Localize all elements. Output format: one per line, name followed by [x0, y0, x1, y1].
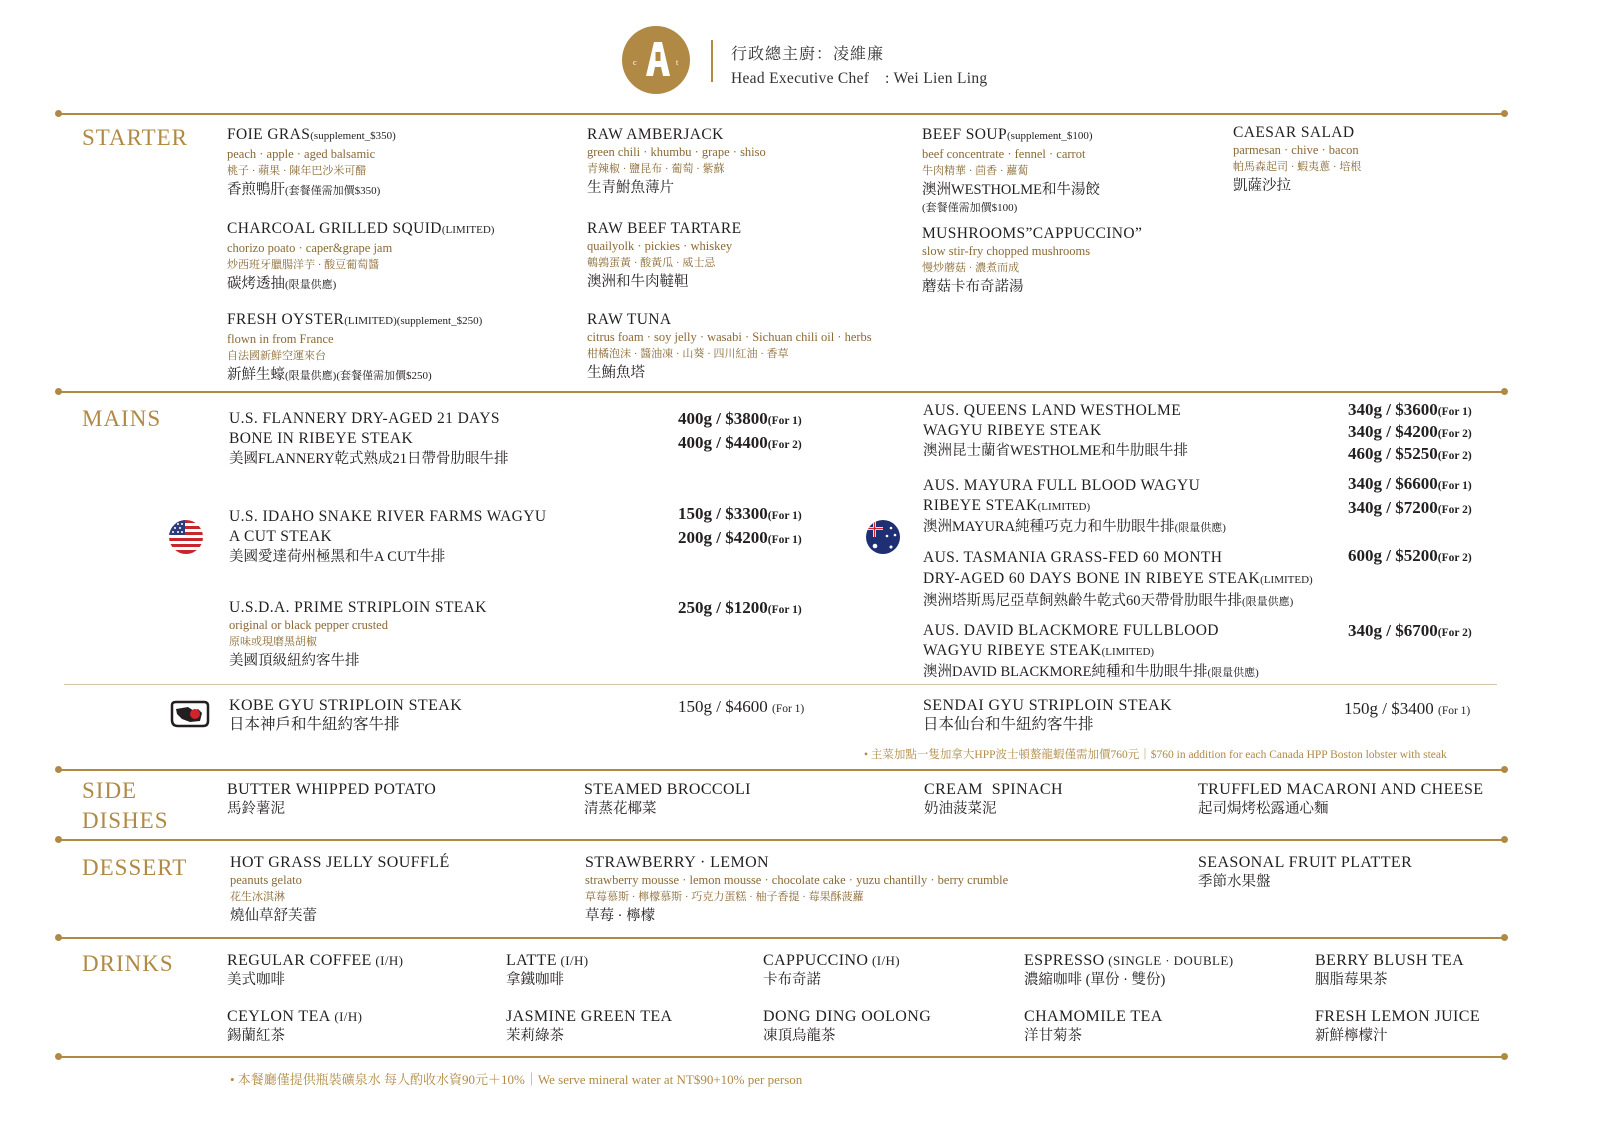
- item-desc: chorizo poato · caper&grape jam: [227, 241, 393, 255]
- divider-top: [58, 113, 1505, 115]
- main-usda-striploin: [229, 598, 487, 671]
- japan-wagyu-icon: [168, 699, 212, 729]
- item-desc-zh: 原味或現磨黑胡椒: [229, 636, 317, 648]
- item-tag: (LIMITED): [1101, 646, 1155, 658]
- item-tag: (SINGLE · DOUBLE): [1104, 953, 1234, 968]
- svg-text:u: u: [655, 67, 659, 76]
- item-tag-zh: (限量供應)(套餐僅需加價$250): [285, 370, 432, 382]
- drink-item: [506, 1007, 673, 1046]
- item-name-zh: 美國愛達荷州極黑和牛A CUT牛排: [229, 549, 446, 565]
- item-name-zh: 濃縮咖啡 (單份 · 雙份): [1024, 972, 1166, 988]
- item-name-zh: 生青鮒魚薄片: [587, 180, 674, 196]
- item-tag-zh: (套餐僅需加價$350): [285, 185, 381, 197]
- side-dish: [1198, 780, 1483, 819]
- item-name-zh: 卡布奇諾: [763, 972, 821, 988]
- item-name-line1: U.S. IDAHO SNAKE RIVER FARMS WAGYU: [229, 508, 547, 525]
- item-name-zh: 洋甘菊茶: [1024, 1028, 1082, 1044]
- price-value: 340g / $6700: [1348, 621, 1438, 640]
- price-portion: (For 1): [771, 703, 805, 715]
- price-value: 400g / $4400: [678, 433, 768, 452]
- item-tag: (LIMITED): [1260, 574, 1313, 586]
- item-name-line1: AUS. MAYURA FULL BLOOD WAGYU: [923, 477, 1201, 494]
- drink-item: [506, 951, 589, 990]
- main-queens-land-westholme: [923, 401, 1188, 461]
- item-name-line2: RIBEYE STEAK: [923, 497, 1038, 514]
- main-sendai-striploin: [923, 696, 1172, 735]
- item-name-zh: 凍頂烏龍茶: [763, 1028, 836, 1044]
- item-name: STEAMED BROCCOLI: [584, 781, 751, 798]
- dessert-strawberry-lemon: [585, 853, 1008, 926]
- drink-item: [763, 1007, 931, 1046]
- section-title-dessert: DESSERT: [82, 855, 188, 880]
- item-name-zh: 碳烤透抽: [227, 276, 285, 292]
- item-name-zh: 澳洲DAVID BLACKMORE純種和牛肋眼牛排: [923, 664, 1208, 680]
- item-desc-zh: 青辣椒 · 鹽昆布 · 葡萄 · 紫蘇: [587, 163, 725, 175]
- price-value: 250g / $1200: [678, 598, 768, 617]
- item-desc-zh: 牛肉精華 · 茴香 · 蘿蔔: [922, 165, 1029, 177]
- item-name: STRAWBERRY · LEMON: [585, 854, 769, 871]
- starter-caesar-salad: [1233, 123, 1361, 196]
- item-tag-zh: (限量供應): [1174, 522, 1226, 534]
- item-name-zh: 香煎鴨肝: [227, 182, 285, 198]
- lobster-note: • 主菜加點一隻加拿大HPP波士頓螯龍蝦僅需加價760元｜$760 in addition for each Canada HPP Boston lobster with steak: [864, 749, 1447, 761]
- item-name-zh: 日本神戶和牛紐約客牛排: [229, 716, 400, 733]
- drink-item: [227, 951, 403, 990]
- item-desc-zh: 草莓慕斯 · 檸檬慕斯 · 巧克力蛋糕 · 柚子香提 · 莓果酥菠蘿: [585, 891, 864, 903]
- main-tasmania-ribeye: [923, 547, 1313, 612]
- main-idaho-wagyu: [229, 507, 546, 567]
- main-mayura-wagyu: [923, 476, 1226, 538]
- main-flannery-prices: [678, 408, 802, 456]
- divider-after-mains: [58, 769, 1505, 771]
- starter-squid: [227, 219, 494, 295]
- price-value: 340g / $4200: [1348, 422, 1438, 441]
- price-portion: (For 1): [767, 534, 802, 546]
- item-name-zh: 蘑菇卡布奇諾湯: [922, 279, 1024, 295]
- item-name: MUSHROOMS”CAPPUCCINO”: [922, 225, 1143, 242]
- dessert-fruit-platter: [1198, 853, 1412, 892]
- item-desc-zh: 帕馬森起司 · 蝦夷蔥 · 培根: [1233, 161, 1362, 173]
- price-value: 200g / $4200: [678, 528, 768, 547]
- divider-after-dessert: [58, 937, 1505, 939]
- item-desc: original or black pepper crusted: [229, 618, 388, 632]
- item-name-line1: AUS. TASMANIA GRASS-FED 60 MONTH: [923, 549, 1223, 566]
- item-tag-zh: (限量供應): [1242, 596, 1294, 608]
- price-portion: (For 1): [767, 604, 802, 616]
- item-name-zh: 草莓 · 檸檬: [585, 908, 656, 924]
- item-name-line1: AUS. DAVID BLACKMORE FULLBLOOD: [923, 622, 1219, 639]
- price-value: 340g / $7200: [1348, 498, 1438, 517]
- side-dish: [924, 780, 1063, 819]
- item-tag: (LIMITED)(supplement_$250): [344, 315, 483, 327]
- item-name: CEYLON TEA: [227, 1008, 331, 1025]
- item-desc-zh: 鵪鶉蛋黃 · 酸黃瓜 · 威士忌: [587, 257, 716, 269]
- item-name-zh: 澳洲和牛肉韃靼: [587, 274, 689, 290]
- item-name: ESPRESSO: [1024, 952, 1105, 969]
- item-name-zh: 澳洲MAYURA純種巧克力和牛肋眼牛排: [923, 519, 1175, 535]
- main-queens-prices: [1348, 400, 1472, 466]
- restaurant-logo: [622, 26, 690, 94]
- item-tag: (LIMITED): [1037, 501, 1091, 513]
- price-portion: (For 2): [1437, 504, 1472, 516]
- svg-text:t: t: [676, 58, 679, 67]
- main-flannery-ribeye: [229, 409, 509, 469]
- svg-text:c: c: [633, 58, 637, 67]
- price-portion: (For 2): [1437, 428, 1472, 440]
- price-value: 150g / $3400: [1344, 699, 1434, 718]
- starter-raw-tuna: [587, 310, 872, 383]
- divider-after-sides: [58, 839, 1505, 841]
- drink-item: [763, 951, 900, 990]
- item-name-zh: 新鮮生蠔: [227, 367, 285, 383]
- price-portion: (For 1): [1437, 480, 1472, 492]
- item-tag: (supplement_$100): [1007, 130, 1093, 142]
- starter-amberjack: [587, 125, 766, 198]
- item-desc-zh: 柑橘泡沫 · 醬油凍 · 山葵 · 四川紅油 · 香草: [587, 348, 789, 360]
- drink-item: [1315, 951, 1464, 990]
- item-name-line1: AUS. QUEENS LAND WESTHOLME: [923, 402, 1182, 419]
- item-name-zh: 馬鈴薯泥: [227, 801, 285, 817]
- item-name-zh: 新鮮檸檬汁: [1315, 1028, 1388, 1044]
- water-charge-note: • 本餐廳僅提供瓶裝礦泉水 每人酌收水資90元＋10%｜We serve mineral water at NT$90+10% per person: [230, 1072, 803, 1087]
- item-name: CAPPUCCINO: [763, 952, 869, 969]
- item-name: BUTTER WHIPPED POTATO: [227, 781, 437, 798]
- item-tag: (LIMITED): [441, 224, 495, 236]
- item-tag-zh: (限量供應): [1207, 667, 1259, 679]
- section-title-dishes: DISHES: [82, 808, 169, 833]
- item-name-zh: 日本仙台和牛紐約客牛排: [923, 716, 1094, 733]
- item-name: FRESH LEMON JUICE: [1315, 1008, 1481, 1025]
- item-name-zh: 清蒸花椰菜: [584, 801, 657, 817]
- main-tasmania-prices: [1348, 545, 1472, 569]
- chef-name-zh: 行政總主廚：凌維廉: [731, 46, 885, 63]
- item-name: DONG DING OOLONG: [763, 1008, 932, 1025]
- item-name-line2: WAGYU RIBEYE STEAK: [923, 642, 1102, 659]
- item-name-zh: 錫蘭紅茶: [227, 1028, 285, 1044]
- australia-flag-icon: [866, 520, 900, 554]
- item-name: CHARCOAL GRILLED SQUID: [227, 220, 442, 237]
- item-name-zh: 澳洲昆士蘭省WESTHOLME和牛肋眼牛排: [923, 443, 1189, 459]
- price-portion: (For 1): [1437, 705, 1471, 717]
- item-name: CHAMOMILE TEA: [1024, 1008, 1163, 1025]
- item-name-line2: DRY-AGED 60 DAYS BONE IN RIBEYE STEAK: [923, 570, 1261, 587]
- item-desc: beef concentrate · fennel · carrot: [922, 147, 1086, 161]
- side-dish: [584, 780, 751, 819]
- price-portion: (For 2): [1437, 552, 1472, 564]
- item-name-zh: 美式咖啡: [227, 972, 285, 988]
- section-title-side: SIDE: [82, 778, 138, 803]
- item-tag: (I/H): [556, 953, 589, 968]
- item-name: U.S.D.A. PRIME STRIPLOIN STEAK: [229, 599, 487, 616]
- starter-mushroom-cappuccino: [922, 224, 1142, 297]
- item-desc: quailyolk · pickies · whiskey: [587, 239, 733, 253]
- price-portion: (For 1): [767, 415, 802, 427]
- item-name: JASMINE GREEN TEA: [506, 1008, 673, 1025]
- item-name-zh: 凱薩沙拉: [1233, 178, 1291, 194]
- starter-oyster: [227, 310, 482, 386]
- drink-item: [1315, 1007, 1480, 1046]
- item-name-line2: BONE IN RIBEYE STEAK: [229, 430, 414, 447]
- divider-bottom: [58, 1056, 1505, 1058]
- item-name: HOT GRASS JELLY SOUFFLÉ: [230, 854, 450, 871]
- item-name: RAW AMBERJACK: [587, 126, 724, 143]
- drink-item: [1024, 1007, 1163, 1046]
- price-portion: (For 2): [1437, 627, 1472, 639]
- item-desc: slow stir-fry chopped mushrooms: [922, 244, 1091, 258]
- price-value: 600g / $5200: [1348, 546, 1438, 565]
- item-name-zh: 澳洲WESTHOLME和牛湯餃: [922, 182, 1101, 198]
- item-name-zh: 美國FLANNERY乾式熟成21日帶骨肋眼牛排: [229, 451, 509, 467]
- price-portion: (For 1): [1437, 406, 1472, 418]
- side-dish: [227, 780, 436, 819]
- item-name-zh: 季節水果盤: [1198, 874, 1271, 890]
- item-desc: peanuts gelato: [230, 873, 302, 887]
- divider-mains-inner: [64, 684, 1497, 685]
- item-tag-zh: (限量供應): [285, 279, 337, 291]
- us-flag-icon: [169, 520, 203, 554]
- item-desc: peach · apple · aged balsamic: [227, 147, 376, 161]
- item-name: FOIE GRAS: [227, 126, 311, 143]
- item-desc-zh: 桃子 · 蘋果 · 陳年巴沙米可醋: [227, 165, 367, 177]
- item-tag: (I/H): [371, 953, 404, 968]
- main-usda-prices: [678, 597, 802, 621]
- item-name-zh: 燒仙草舒芙蕾: [230, 908, 317, 924]
- drink-item: [1024, 951, 1233, 990]
- main-mayura-prices: [1348, 473, 1472, 521]
- item-name: REGULAR COFFEE: [227, 952, 372, 969]
- section-title-mains: MAINS: [82, 406, 162, 431]
- item-name-zh: 澳洲塔斯馬尼亞草飼熟齡牛乾式60天帶骨肋眼牛排: [923, 593, 1242, 609]
- item-name-line2: A CUT STEAK: [229, 528, 333, 545]
- item-name: RAW TUNA: [587, 311, 672, 328]
- item-name: TRUFFLED MACARONI AND CHEESE: [1198, 781, 1484, 798]
- main-blackmore-wagyu: [923, 621, 1259, 683]
- starter-beef-soup: [922, 125, 1100, 217]
- item-desc: parmesan · chive · bacon: [1233, 143, 1359, 157]
- item-name-zh: 美國頂級紐約客牛排: [229, 653, 360, 669]
- item-name: BEEF SOUP: [922, 126, 1007, 143]
- starter-beef-tartare: [587, 219, 741, 292]
- item-name: SENDAI GYU STRIPLOIN STEAK: [923, 697, 1173, 714]
- price-value: 340g / $3600: [1348, 400, 1438, 419]
- item-desc: green chili · khumbu · grape · shiso: [587, 145, 766, 159]
- item-name: CAESAR SALAD: [1233, 124, 1355, 141]
- price-portion: (For 1): [767, 510, 802, 522]
- item-name: SEASONAL FRUIT PLATTER: [1198, 854, 1413, 871]
- item-tag: (I/H): [330, 1009, 363, 1024]
- main-blackmore-prices: [1348, 620, 1472, 644]
- price-value: 340g / $6600: [1348, 474, 1438, 493]
- section-title-starter: STARTER: [82, 125, 189, 150]
- item-name-zh: 拿鐵咖啡: [506, 972, 564, 988]
- item-name-zh: 胭脂莓果茶: [1315, 972, 1388, 988]
- price-value: 150g / $3300: [678, 504, 768, 523]
- item-name-line1: U.S. FLANNERY DRY-AGED 21 DAYS: [229, 410, 500, 427]
- item-name: FRESH OYSTER: [227, 311, 345, 328]
- item-name: LATTE: [506, 952, 557, 969]
- divider-after-starter: [58, 391, 1505, 393]
- item-desc-zh: 自法國新鮮空運來台: [227, 350, 326, 362]
- item-desc-zh: 慢炒蘑菇 · 濃煮而成: [922, 262, 1020, 274]
- main-sendai-prices: [1344, 698, 1470, 722]
- item-tag-zh: (套餐僅需加價$100): [922, 202, 1018, 214]
- chef-name-en: Head Executive Chef : Wei Lien Ling: [731, 70, 988, 87]
- price-value: 150g / $4600: [678, 697, 768, 716]
- starter-foie-gras: [227, 125, 396, 201]
- item-desc: flown in from France: [227, 332, 334, 346]
- item-name: CREAM SPINACH: [924, 781, 1063, 798]
- item-name-line2: WAGYU RIBEYE STEAK: [923, 422, 1102, 439]
- item-name-zh: 生鮪魚塔: [587, 365, 645, 381]
- price-value: 400g / $3800: [678, 409, 768, 428]
- item-name-zh: 起司焗烤松露通心麵: [1198, 801, 1329, 817]
- price-value: 460g / $5250: [1348, 444, 1438, 463]
- item-name-zh: 奶油菠菜泥: [924, 801, 997, 817]
- main-kobe-prices: [678, 696, 804, 720]
- main-idaho-prices: [678, 503, 802, 551]
- main-kobe-striploin: [229, 696, 462, 735]
- header-divider: [711, 40, 713, 82]
- item-desc-zh: 花生冰淇淋: [230, 891, 285, 903]
- dessert-souffle: [230, 853, 450, 926]
- item-tag: (supplement_$350): [310, 130, 396, 142]
- item-name: KOBE GYU STRIPLOIN STEAK: [229, 697, 463, 714]
- item-name: BERRY BLUSH TEA: [1315, 952, 1465, 969]
- section-title-drinks: DRINKS: [82, 951, 174, 976]
- price-portion: (For 2): [1437, 450, 1472, 462]
- item-tag: (I/H): [868, 953, 900, 968]
- drink-item: [227, 1007, 362, 1046]
- item-name: RAW BEEF TARTARE: [587, 220, 742, 237]
- item-desc: citrus foam · soy jelly · wasabi · Sichuan chili oil · herbs: [587, 330, 872, 344]
- price-portion: (For 2): [767, 439, 802, 451]
- item-desc: strawberry mousse · lemon mousse · chocolate cake · yuzu chantilly · berry crumble: [585, 873, 1009, 887]
- item-name-zh: 茉莉綠茶: [506, 1028, 564, 1044]
- item-desc-zh: 炒西班牙臘腸洋芋 · 酸豆葡萄醬: [227, 259, 380, 271]
- logo-a-mark: [622, 26, 690, 94]
